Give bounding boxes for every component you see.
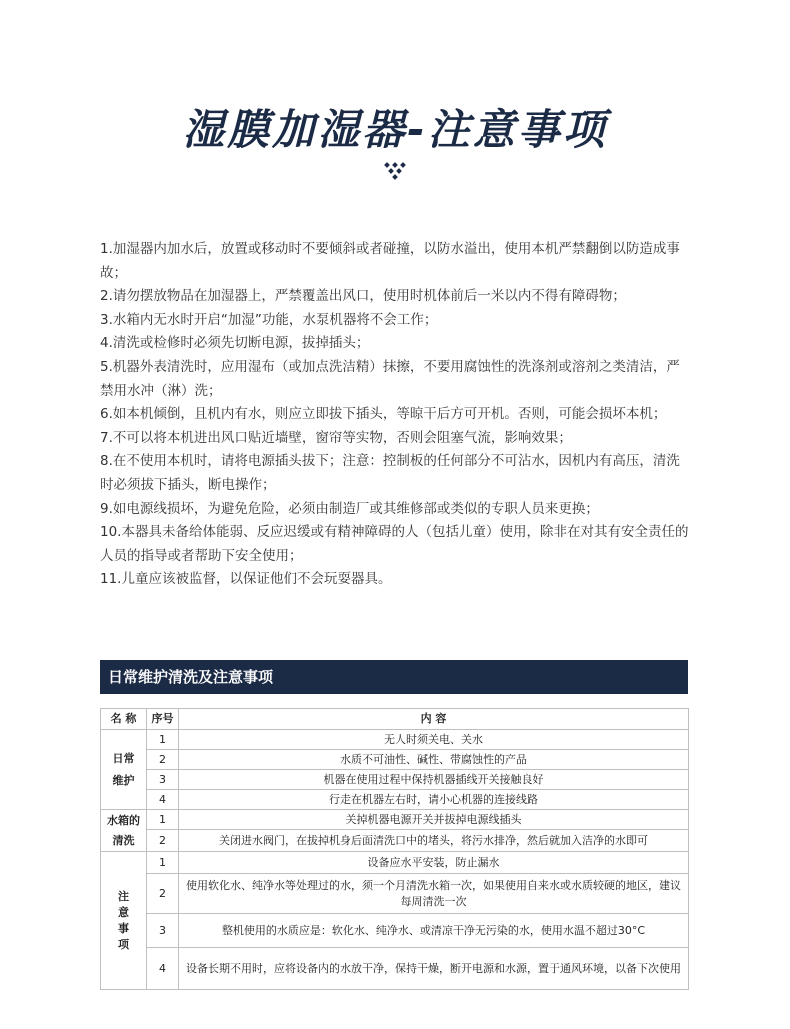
page-title: 湿膜加湿器-注意事项 (182, 105, 608, 154)
row-seq: 3 (147, 770, 179, 790)
row-seq: 1 (147, 852, 179, 874)
precautions-list (100, 238, 692, 592)
table-row (101, 730, 689, 750)
table-row (101, 770, 689, 790)
category-precautions: 注 意 事 项 (101, 852, 147, 990)
section-header: 日常维护清洗及注意事项 (100, 660, 688, 694)
row-content: 使用软化水、纯净水等处理过的水，须一个月清洗水箱一次，如果使用自来水或水质较硬的地区，建议每周清洗一次 (179, 874, 689, 914)
row-seq: 4 (147, 948, 179, 990)
table-row (101, 852, 689, 874)
header-content: 内 容 (179, 709, 689, 730)
row-content: 设备应水平安装，防止漏水 (179, 852, 689, 874)
note-item: 6.如本机倾倒，且机内有水，则应立即拔下插头，等晾干后方可开机。否则，可能会损坏本机； (100, 406, 667, 423)
table-row (101, 830, 689, 852)
table-row (101, 874, 689, 914)
row-content: 关掉机器电源开关并拔掉电源线插头 (179, 810, 689, 830)
note-item: 7.不可以将本机进出风口贴近墙壁，窗帘等实物，否则会阻塞气流，影响效果； (100, 429, 572, 446)
note-item: 2.请勿摆放物品在加湿器上，严禁覆盖出风口，使用时机体前后一米以内不得有障碍物； (100, 288, 626, 305)
row-content: 机器在使用过程中保持机器插线开关接触良好 (179, 770, 689, 790)
row-content: 整机使用的水质应是：软化水、纯净水、或清凉干净无污染的水，使用水温不超过30°C (179, 914, 689, 948)
table-row (101, 948, 689, 990)
brand-logo-icon (383, 160, 407, 184)
note-item: 9.如电源线损坏，为避免危险，必须由制造厂或其维修部或类似的专职人员来更换； (100, 500, 599, 517)
header-seq: 序号 (147, 709, 179, 730)
maintenance-table (100, 708, 689, 990)
row-seq: 2 (147, 874, 179, 914)
category-tank-cleaning: 水箱的 清洗 (101, 810, 147, 852)
row-seq: 3 (147, 914, 179, 948)
category-daily-maintenance: 日常 维护 (101, 730, 147, 810)
note-item: 10.本器具未备给体能弱、反应迟缓或有精神障碍的人（包括儿童）使用，除非在对其有安全责任的人员的指导或者帮助下安全使用； (100, 524, 689, 564)
row-seq: 2 (147, 830, 179, 852)
note-item: 5.机器外表清洗时，应用湿布（或加点洗洁精）抹擦，不要用腐蚀性的洗涤剂或溶剂之类清洁，严禁用水冲（淋）洗； (100, 358, 680, 399)
table-row (101, 810, 689, 830)
header-name: 名 称 (101, 709, 147, 730)
row-content: 无人时须关电、关水 (179, 730, 689, 750)
note-item: 8.在不使用本机时，请将电源插头拔下；注意：控制板的任何部分不可沾水，因机内有高压，清洗时必须拔下插头，断电操作； (100, 453, 680, 493)
table-row (101, 790, 689, 810)
table-row (101, 750, 689, 770)
row-content: 水质不可油性、碱性、带腐蚀性的产品 (179, 750, 689, 770)
row-seq: 1 (147, 730, 179, 750)
row-content: 设备长期不用时，应将设备内的水放干净，保持干燥，断开电源和水源，置于通风环境，以备下次使用 (179, 948, 689, 990)
row-content: 行走在机器左右时，请小心机器的连接线路 (179, 790, 689, 810)
row-seq: 4 (147, 790, 179, 810)
row-seq: 1 (147, 810, 179, 830)
row-seq: 2 (147, 750, 179, 770)
note-item: 3.水箱内无水时开启“加湿”功能，水泵机器将不会工作； (100, 311, 438, 328)
note-item: 1.加湿器内加水后，放置或移动时不要倾斜或者碰撞，以防水溢出，使用本机严禁翻倒以防造成事故； (100, 241, 680, 281)
note-item: 11.儿童应该被监督，以保证他们不会玩耍器具。 (100, 571, 392, 588)
table-row (101, 914, 689, 948)
table-header-row (101, 709, 689, 730)
row-content: 关闭进水阀门，在拔掉机身后面清洗口中的堵头，将污水排净，然后就加入洁净的水即可 (179, 830, 689, 852)
note-item: 4.清洗或检修时必须先切断电源，拔掉插头； (100, 335, 370, 352)
